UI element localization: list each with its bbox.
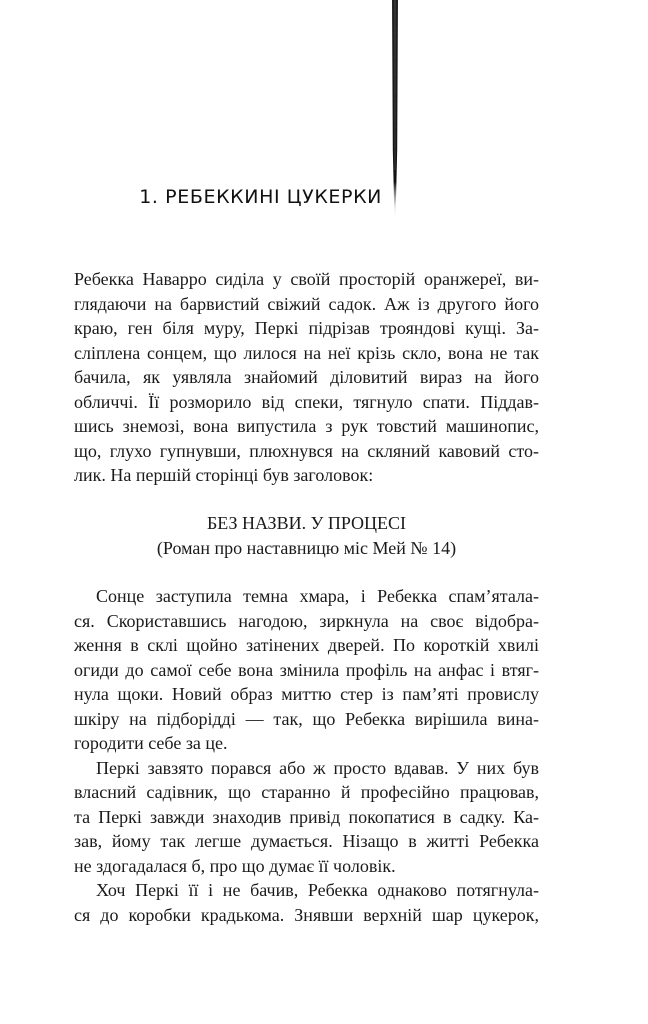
text-line: ся до коробки крадькома. Знявши верхній шар цукерок, bbox=[74, 904, 539, 925]
text-line: шкіру на підборідді — так, що Ребекка вирішила вина- bbox=[74, 708, 539, 729]
text-line: власний садівник, що старанно й професійно працював, bbox=[74, 782, 539, 802]
text-line: ження в склі щойно затінених дверей. По короткій хвилі bbox=[74, 635, 539, 655]
text-line: Хоч Перкі її і не бачив, Ребекка однаково потягнула- bbox=[96, 880, 539, 900]
text-line: ся. Скориставшись нагодою, зиркнула на своє відобра- bbox=[74, 610, 539, 631]
text-line: Ребекка Наварро сиділа у своїй просторій оранжереї, ви- bbox=[74, 269, 539, 289]
paragraph-2 bbox=[74, 584, 539, 756]
manuscript-subtitle: (Роман про наставницю міс Мей № 14) bbox=[156, 537, 457, 558]
text-line: шись знемозі, вона випустила з рук товстий машинопис, bbox=[74, 416, 539, 436]
text-line: бачила, як уявляла знайомий діловитий вираз на його bbox=[74, 367, 539, 387]
text-line: не здогадалася б, про що думає її чоловік. bbox=[74, 855, 396, 876]
chapter-title: 1. РЕБЕККИНІ ЦУКЕРКИ bbox=[139, 186, 382, 208]
manuscript-title: БЕЗ НАЗВИ. У ПРОЦЕСІ bbox=[206, 513, 407, 533]
text-line: та Перкі завжди знаходив привід покопатися в садку. Ка- bbox=[74, 806, 539, 827]
text-line: зав, йому так легше думається. Нізащо в житті Ребекка bbox=[74, 831, 539, 851]
text-line: огиди до самої себе вона змінила профіль на анфас і втяг- bbox=[74, 659, 539, 680]
text-line: краю, ген біля муру, Перкі підрізав трояндові кущі. За- bbox=[74, 318, 539, 338]
pen-line-ornament bbox=[389, 0, 401, 230]
text-line: глядаючи на барвистий свіжий садок. Аж із другого його bbox=[74, 293, 539, 314]
text-line: нула щоки. Новий образ миттю стер із пам’яті провислу bbox=[74, 684, 539, 704]
text-line: городити себе за це. bbox=[74, 733, 228, 753]
text-line: Сонце заступила темна хмара, і Ребекка спам’ятала- bbox=[96, 586, 539, 606]
paragraph-3 bbox=[74, 756, 539, 879]
text-line: лик. На першій сторінці був заголовок: bbox=[74, 465, 374, 485]
text-line: сліплена сонцем, що лилося на неї крізь скло, вона не так bbox=[74, 342, 539, 363]
manuscript-heading bbox=[74, 511, 539, 560]
text-line: Перкі завзято порався або ж просто вдавав. У них був bbox=[96, 757, 539, 778]
text-line: обличчі. Її розморило від спеки, тягнуло спати. Піддав- bbox=[74, 391, 539, 412]
text-line: що, глухо гупнувши, плюхнувся на скляний кавовий сто- bbox=[74, 440, 539, 461]
paragraph-1 bbox=[74, 267, 539, 488]
paragraph-4 bbox=[74, 878, 539, 927]
